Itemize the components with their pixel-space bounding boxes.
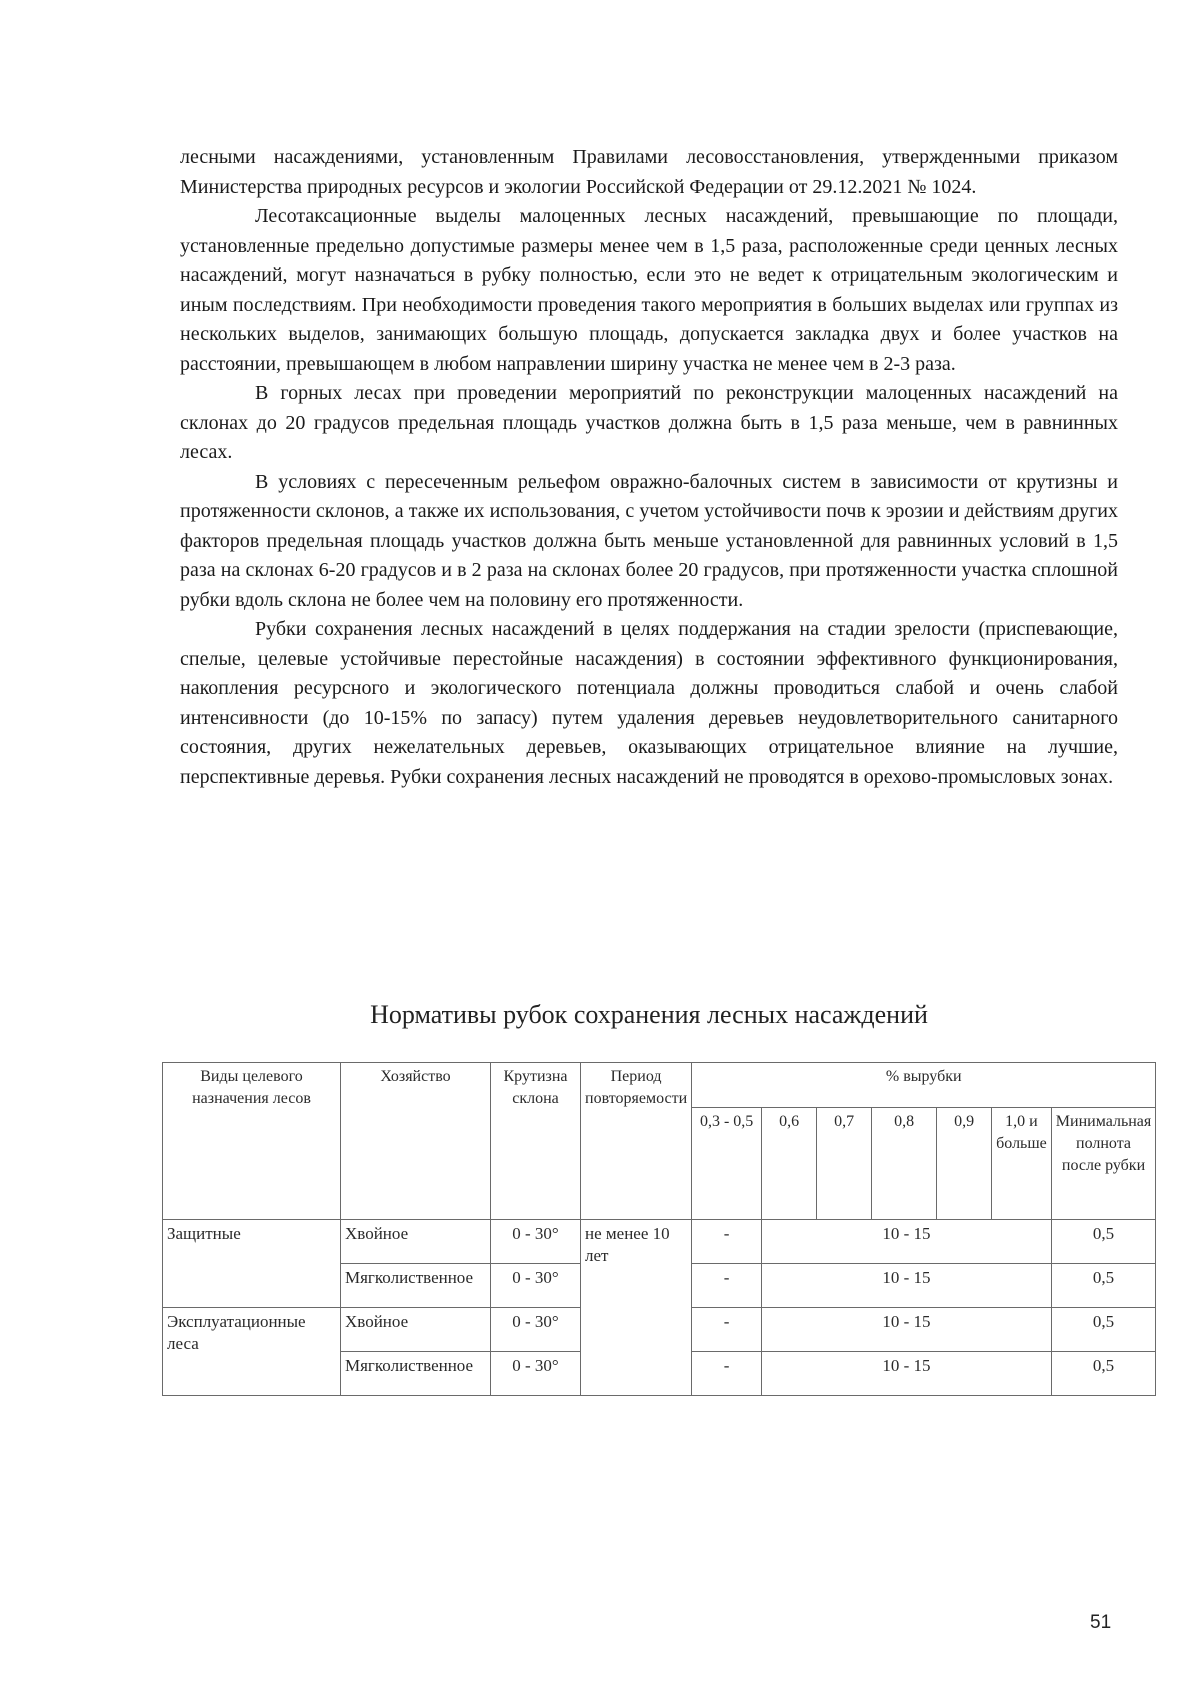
- paragraph: В условиях с пересеченным рельефом овражно-балочных систем в зависимости от крутизны и протяженности склонов, а также их использования, с учетом устойчивости почв к эрозии и действиям других факторов предельная площадь участков должна быть меньше установленной для равнинных условий в 1,5 раза на склонах 6-20 градусов и в 2 раза на склонах более 20 градусов, при протяженности участка сплошной рубки вдоль склона не более чем на половину его протяженности.: [180, 470, 1118, 611]
- cell-range: 10 - 15: [762, 1220, 1052, 1264]
- header-slope: Крутизна склона: [491, 1063, 581, 1220]
- cell-low: -: [692, 1352, 762, 1396]
- cell-low: -: [692, 1308, 762, 1352]
- paragraph: Рубки сохранения лесных насаждений в целях поддержания на стадии зрелости (приспевающие, спелые, целевые устойчивые перестойные насаждения) в состоянии эффективного функционирования, накопления ресурсного и экологического потенциала должны проводиться слабой и очень слабой интенсивности (до 10-15% по запасу) путем удаления деревьев неудовлетворительного санитарного состояния, других нежелательных деревьев, оказывающих отрицательное влияние на лучшие, перспективные деревья. Рубки сохранения лесных насаждений не проводятся в орехово-промысловых зонах.: [180, 618, 1118, 788]
- cell-range: 10 - 15: [762, 1308, 1052, 1352]
- cell-min: 0,5: [1051, 1264, 1155, 1308]
- header-cut-percent: % вырубки: [692, 1063, 1156, 1108]
- cell-slope: 0 - 30°: [491, 1264, 581, 1308]
- header-min-density: Минимальная полнота после рубки: [1051, 1107, 1155, 1219]
- header-density-6: 1,0 и больше: [992, 1107, 1052, 1219]
- body-text: [180, 143, 1118, 792]
- cell-slope: 0 - 30°: [491, 1220, 581, 1264]
- paragraph: В горных лесах при проведении мероприятий по реконструкции малоценных насаждений на склонах до 20 градусов предельная площадь участков должна быть в 1,5 раза меньше, чем в равнинных лесах.: [180, 382, 1118, 463]
- cell-low: -: [692, 1220, 762, 1264]
- cell-low: -: [692, 1264, 762, 1308]
- header-density-5: 0,9: [937, 1107, 992, 1219]
- header-period: Период повторяемости: [581, 1063, 692, 1220]
- header-density-1: 0,3 - 0,5: [692, 1107, 762, 1219]
- table-title: Нормативы рубок сохранения лесных насаждений: [370, 1000, 928, 1029]
- cell-min: 0,5: [1051, 1220, 1155, 1264]
- header-density-3: 0,7: [817, 1107, 872, 1219]
- cell-economy: Мягколиственное: [341, 1264, 491, 1308]
- paragraph: лесными насаждениями, установленным Правилами лесовосстановления, утвержденными приказом Министерства природных ресурсов и экологии Российской Федерации от 29.12.2021 № 1024.: [180, 146, 1118, 198]
- cell-slope: 0 - 30°: [491, 1308, 581, 1352]
- page-number: 51: [1090, 1612, 1112, 1633]
- header-density-4: 0,8: [872, 1107, 937, 1219]
- cell-range: 10 - 15: [762, 1352, 1052, 1396]
- norms-table: [162, 1062, 1156, 1396]
- cell-economy: Хвойное: [341, 1308, 491, 1352]
- header-economy: Хозяйство: [341, 1063, 491, 1220]
- cell-range: 10 - 15: [762, 1264, 1052, 1308]
- cell-purpose: Эксплуатационные леса: [163, 1308, 341, 1396]
- cell-economy: Мягколиственное: [341, 1352, 491, 1396]
- table-row: [163, 1220, 1156, 1264]
- cell-economy: Хвойное: [341, 1220, 491, 1264]
- cell-purpose: Защитные: [163, 1220, 341, 1308]
- paragraph: Лесотаксационные выделы малоценных лесных насаждений, превышающие по площади, установленные предельно допустимые размеры менее чем в 1,5 раза, расположенные среди ценных лесных насаждений, могут назначаться в рубку полностью, если это не ведет к отрицательным экологическим и иным последствиям. При необходимости проведения такого мероприятия в больших выделах или группах из нескольких выделов, занимающих большую площадь, допускается закладка двух и более участков на расстоянии, превышающем в любом направлении ширину участка не менее чем в 2-3 раза.: [180, 205, 1118, 375]
- cell-period: не менее 10 лет: [581, 1220, 692, 1396]
- header-density-2: 0,6: [762, 1107, 817, 1219]
- header-purpose: Виды целевого назначения лесов: [163, 1063, 341, 1220]
- cell-min: 0,5: [1051, 1308, 1155, 1352]
- cell-slope: 0 - 30°: [491, 1352, 581, 1396]
- cell-min: 0,5: [1051, 1352, 1155, 1396]
